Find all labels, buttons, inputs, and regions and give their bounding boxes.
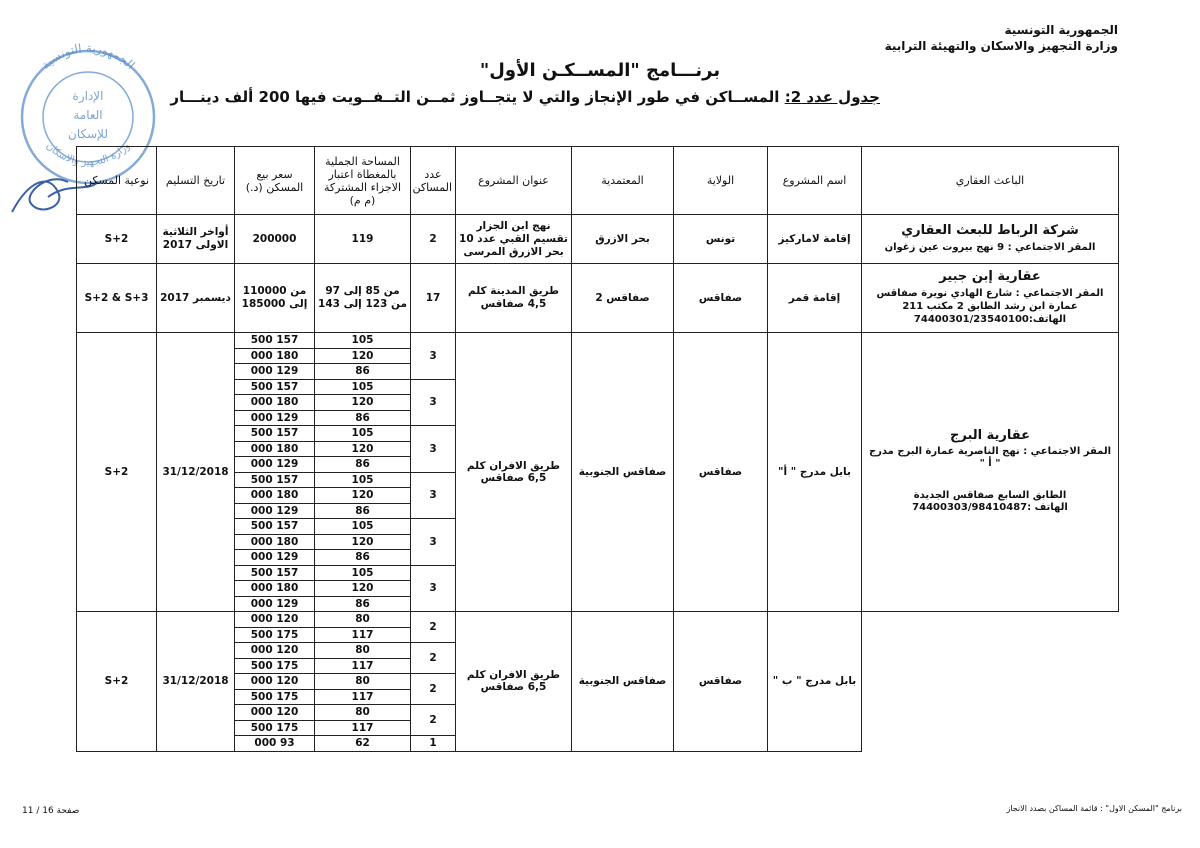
- area-cell: 105: [315, 379, 411, 395]
- type-cell: S+2: [77, 333, 157, 612]
- stamp-ring-top: الجمهورية التونسية: [38, 40, 138, 73]
- price-cell: 120 000: [235, 612, 315, 628]
- delegation-cell: صفاقس 2: [572, 264, 674, 333]
- table-row: [77, 264, 1119, 333]
- units-cell: 3: [411, 519, 456, 566]
- area-cell: 105: [315, 565, 411, 581]
- developer-cell: [862, 333, 1119, 612]
- address-cell: طريق الافران كلم 6,5 صفاقس: [456, 612, 572, 752]
- price-cell: 175 500: [235, 720, 315, 736]
- area-cell: 86: [315, 503, 411, 519]
- area-cell: 86: [315, 596, 411, 612]
- developer-cell: [862, 215, 1119, 264]
- area-cell: 117: [315, 689, 411, 705]
- footer-note: برنامج "المسكن الاول" : قائمة المساكن بصدد الانجاز: [1006, 804, 1182, 813]
- delivery-cell: ديسمبر 2017: [157, 264, 235, 333]
- delegation-cell: بحر الازرق: [572, 215, 674, 264]
- delegation-cell: صفاقس الجنوبية: [572, 612, 674, 752]
- header-governorate: الولاية: [674, 147, 768, 215]
- header-price: سعر بيع المسكن (د.): [235, 147, 315, 215]
- program-title: برنـــامج "المســكـن الأول": [479, 60, 721, 81]
- price-cell: 180 000: [235, 488, 315, 504]
- price-cell: 129 000: [235, 410, 315, 426]
- area-cell: 117: [315, 658, 411, 674]
- units-cell: 2: [411, 643, 456, 674]
- project-name-cell: بابل مدرج " أ": [768, 333, 862, 612]
- price-cell: 180 000: [235, 534, 315, 550]
- units-cell: 3: [411, 426, 456, 473]
- units-cell: 17: [411, 264, 456, 333]
- units-cell: 3: [411, 565, 456, 612]
- price-cell: 120 000: [235, 705, 315, 721]
- address-cell: طريق المدينة كلم 4,5 صفاقس: [456, 264, 572, 333]
- units-cell: 3: [411, 333, 456, 380]
- governorate-cell: صفاقس: [674, 612, 768, 752]
- type-cell: S+2: [77, 612, 157, 752]
- price-cell: 157 500: [235, 472, 315, 488]
- units-cell: 2: [411, 612, 456, 643]
- price-cell: 157 500: [235, 333, 315, 349]
- group-a-body: [77, 333, 1119, 612]
- area-cell: 86: [315, 550, 411, 566]
- stamp-center-3: للإسكان: [68, 127, 108, 141]
- stamp-center-2: العامة: [73, 108, 103, 122]
- area-cell: 120: [315, 534, 411, 550]
- area-cell: 120: [315, 348, 411, 364]
- developer-address: المقر الاجتماعي : نهج الناصرية عمارة البرج مدرج " أ ": [868, 446, 1112, 469]
- price-cell: 120 000: [235, 643, 315, 659]
- developer-name: عقارية البرج: [950, 428, 1030, 443]
- units-cell: 2: [411, 674, 456, 705]
- stamp-ring-bottom: وزارة التجهيز والاسكان: [43, 140, 133, 169]
- area-cell: 120: [315, 581, 411, 597]
- area-cell: 105: [315, 472, 411, 488]
- project-name-cell: إقامة قمر: [768, 264, 862, 333]
- stamp-center-1: الإدارة: [72, 89, 104, 103]
- units-cell: 1: [411, 736, 456, 752]
- header-area: المساحة الجملية بالمغطاة اعتبار الاجزاء المشتركة (م م): [315, 147, 411, 215]
- delivery-cell: 31/12/2018: [157, 612, 235, 752]
- developer-phone: الهاتف :74400303/98410487: [912, 502, 1068, 513]
- price-cell: من 110000 إلى 185000: [235, 264, 315, 333]
- area-cell: 119: [315, 215, 411, 264]
- table-row: [77, 612, 1119, 628]
- area-cell: من 85 إلى 97 من 123 إلى 143: [315, 264, 411, 333]
- price-cell: 157 500: [235, 426, 315, 442]
- header-developer: الباعث العقاري: [862, 147, 1119, 215]
- table-title-text: المســاكن في طور الإنجاز والتي لا يتجــاوز ثمــن التــفــويت فيها 200 ألف دينـــار: [170, 88, 785, 106]
- delivery-cell: أواخر الثلاثية الاولى 2017: [157, 215, 235, 264]
- price-cell: 175 500: [235, 658, 315, 674]
- header-address: عنوان المشروع: [456, 147, 572, 215]
- address-cell: نهج ابن الجزار تقسيم القبي عدد 10 بحر الازرق المرسى: [456, 215, 572, 264]
- address-cell: طريق الافران كلم 6,5 صفاقس: [456, 333, 572, 612]
- price-cell: 129 000: [235, 364, 315, 380]
- price-cell: 180 000: [235, 395, 315, 411]
- price-cell: 180 000: [235, 581, 315, 597]
- area-cell: 86: [315, 364, 411, 380]
- project-name-cell: إقامة لاماركيز: [768, 215, 862, 264]
- price-cell: 200000: [235, 215, 315, 264]
- project-name-cell: بابل مدرج " ب ": [768, 612, 862, 752]
- area-cell: 120: [315, 441, 411, 457]
- developer-info: المقر الاجتماعي : 9 نهج بيروت عين زغوان: [884, 242, 1096, 253]
- ministry-label: وزارة التجهيز والاسكان والتهيئة الترابية: [884, 39, 1118, 53]
- price-cell: 157 500: [235, 565, 315, 581]
- area-cell: 117: [315, 627, 411, 643]
- price-cell: 129 000: [235, 596, 315, 612]
- developer-name: شركة الرباط للبعث العقاري: [901, 223, 1079, 238]
- document-header: [885, 22, 1118, 54]
- area-cell: 80: [315, 643, 411, 659]
- area-cell: 86: [315, 457, 411, 473]
- table-header-row: [77, 147, 1119, 215]
- group-b-body: [77, 612, 1119, 752]
- area-cell: 117: [315, 720, 411, 736]
- type-cell: S+2 & S+3: [77, 264, 157, 333]
- area-cell: 105: [315, 519, 411, 535]
- price-cell: 120 000: [235, 674, 315, 690]
- area-cell: 120: [315, 395, 411, 411]
- units-cell: 2: [411, 705, 456, 736]
- delegation-cell: صفاقس الجنوبية: [572, 333, 674, 612]
- table-row: [77, 333, 1119, 349]
- header-project-name: اسم المشروع: [768, 147, 862, 215]
- header-units: عدد المساكن: [411, 147, 456, 215]
- page-number: صفحة 16 / 11: [22, 806, 80, 816]
- price-cell: 129 000: [235, 503, 315, 519]
- housing-table: [76, 146, 1119, 752]
- price-cell: 157 500: [235, 519, 315, 535]
- governorate-cell: تونس: [674, 215, 768, 264]
- table-title-prefix: جدول عدد 2:: [784, 88, 880, 106]
- developer-phone: الهاتف:74400301/23540100: [913, 314, 1067, 325]
- price-cell: 129 000: [235, 457, 315, 473]
- units-cell: 3: [411, 472, 456, 519]
- units-cell: 2: [411, 215, 456, 264]
- table-row: [77, 215, 1119, 264]
- area-cell: 80: [315, 612, 411, 628]
- area-cell: 80: [315, 674, 411, 690]
- area-cell: 105: [315, 333, 411, 349]
- governorate-cell: صفاقس: [674, 264, 768, 333]
- area-cell: 105: [315, 426, 411, 442]
- delivery-cell: 31/12/2018: [157, 333, 235, 612]
- price-cell: 93 000: [235, 736, 315, 752]
- price-cell: 175 500: [235, 689, 315, 705]
- republic-label: الجمهورية التونسية: [1004, 23, 1118, 37]
- price-cell: 180 000: [235, 441, 315, 457]
- price-cell: 157 500: [235, 379, 315, 395]
- area-cell: 120: [315, 488, 411, 504]
- governorate-cell: صفاقس: [674, 333, 768, 612]
- header-delegation: المعتمدية: [572, 147, 674, 215]
- table-title: [170, 88, 880, 106]
- developer-cell: [862, 264, 1119, 333]
- area-cell: 62: [315, 736, 411, 752]
- header-delivery: تاريخ التسليم: [157, 147, 235, 215]
- price-cell: 180 000: [235, 348, 315, 364]
- header-type: نوعية المسكن: [77, 147, 157, 215]
- units-cell: 3: [411, 379, 456, 426]
- price-cell: 129 000: [235, 550, 315, 566]
- type-cell: S+2: [77, 215, 157, 264]
- area-cell: 80: [315, 705, 411, 721]
- developer-floor: الطابق السابع صفاقس الجديدة: [913, 490, 1067, 501]
- price-cell: 175 500: [235, 627, 315, 643]
- area-cell: 86: [315, 410, 411, 426]
- developer-name: عقارية إبن جبير: [939, 269, 1041, 284]
- svg-text:الجمهورية التونسية: [38, 41, 137, 72]
- developer-info: المقر الاجتماعي : شارع الهادي نويرة صفاقس عمارة ابن رشد الطابق 2 مكتب 211: [876, 288, 1104, 312]
